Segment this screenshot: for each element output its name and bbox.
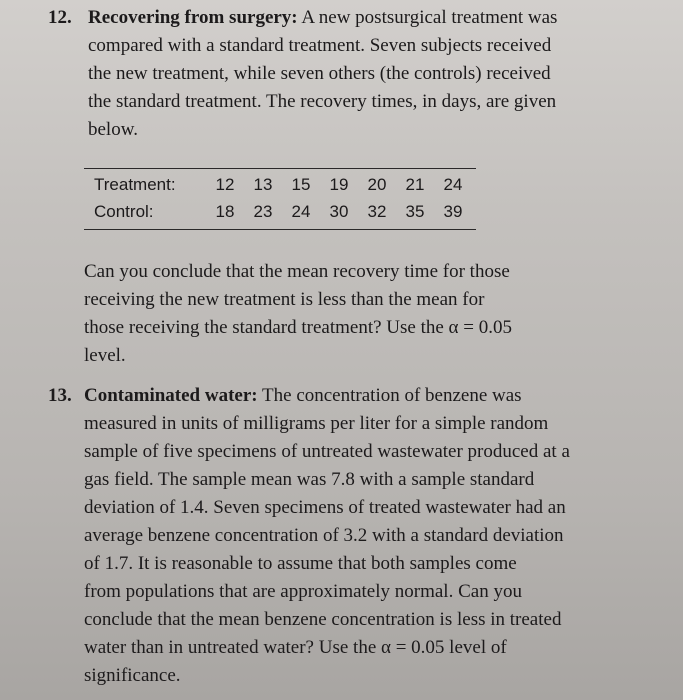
table-row-control xyxy=(84,198,476,225)
problem-text-line: significance. xyxy=(84,665,181,686)
table-cell: 21 xyxy=(405,174,425,194)
problem-number: 13. xyxy=(48,385,72,406)
problem-12-question xyxy=(84,258,512,370)
problem-text-line: below. xyxy=(88,119,138,140)
problem-text-line: A new postsurgical treatment was xyxy=(301,7,558,28)
table-row-treatment xyxy=(84,171,476,198)
problem-text-line: the new treatment, while seven others (the controls) received xyxy=(88,63,551,84)
table-cell: 39 xyxy=(443,201,463,221)
problem-text-line: average benzene concentration of 3.2 with a standard deviation xyxy=(84,525,564,546)
problem-first-line xyxy=(88,4,557,32)
table-cell: 19 xyxy=(329,174,349,194)
table-cell: 35 xyxy=(405,201,425,221)
table-cell: 18 xyxy=(215,201,235,221)
problem-text-line: deviation of 1.4. Seven specimens of treated wastewater had an xyxy=(84,497,566,518)
table-cell: 24 xyxy=(443,174,463,194)
problem-title: Contaminated water: xyxy=(84,385,258,406)
recovery-times-table xyxy=(84,168,476,230)
table-cell: 13 xyxy=(253,174,273,194)
table-cell: 32 xyxy=(367,201,387,221)
problem-text-line: measured in units of milligrams per liter for a simple random xyxy=(84,413,549,434)
row-label: Control: xyxy=(94,201,154,221)
problem-text-line: The concentration of benzene was xyxy=(262,385,522,406)
question-line: level. xyxy=(84,345,126,366)
table-cell: 20 xyxy=(367,174,387,194)
problem-text-line: of 1.7. It is reasonable to assume that both samples come xyxy=(84,553,517,574)
row-label: Treatment: xyxy=(94,174,176,194)
question-line: Can you conclude that the mean recovery time for those xyxy=(84,261,510,282)
table-cell: 30 xyxy=(329,201,349,221)
table-cell: 12 xyxy=(215,174,235,194)
problem-text-line: water than in untreated water? Use the α = 0.05 level of xyxy=(84,637,507,658)
problem-text-line: conclude that the mean benzene concentration is less in treated xyxy=(84,609,562,630)
problem-title: Recovering from surgery: xyxy=(88,7,298,28)
question-line: those receiving the standard treatment? Use the α = 0.05 xyxy=(84,317,512,338)
problem-text-line: the standard treatment. The recovery times, in days, are given xyxy=(88,91,557,112)
table-cell: 24 xyxy=(291,201,311,221)
problem-text-line: gas field. The sample mean was 7.8 with a sample standard xyxy=(84,469,535,490)
problem-first-line xyxy=(84,382,522,410)
problem-text-line: compared with a standard treatment. Seven subjects received xyxy=(88,35,552,56)
question-line: receiving the new treatment is less than the mean for xyxy=(84,289,485,310)
table-cell: 23 xyxy=(253,201,273,221)
problem-text-line: sample of five specimens of untreated wastewater produced at a xyxy=(84,441,570,462)
problem-number: 12. xyxy=(48,7,72,28)
problem-text-line: from populations that are approximately normal. Can you xyxy=(84,581,522,602)
table-cell: 15 xyxy=(291,174,311,194)
